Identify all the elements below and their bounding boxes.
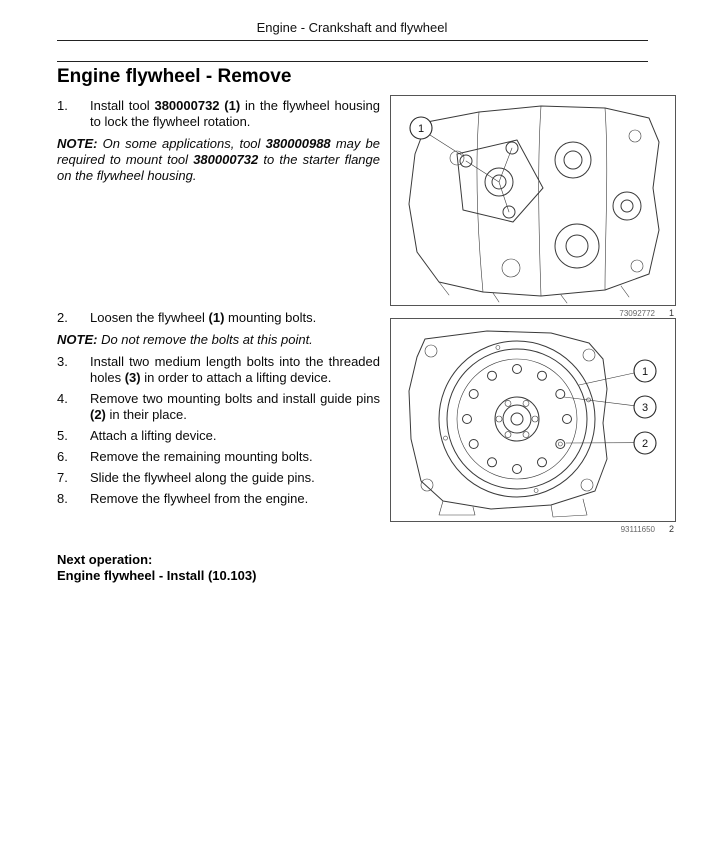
header-rule: [57, 40, 648, 41]
step-number: 7.: [57, 470, 68, 485]
step-text: Remove the flywheel from the engine.: [90, 491, 309, 506]
step-text: Remove the remaining mounting bolts.: [90, 449, 313, 464]
callout-3-icon: [564, 396, 656, 418]
step-text: Slide the flywheel along the guide pins.: [90, 470, 315, 485]
running-header: Engine - Crankshaft and flywheel: [256, 20, 448, 35]
callout-1-icon: [410, 117, 463, 156]
figure-1-code: 73092772: [619, 309, 655, 318]
procedure-step: [57, 310, 380, 326]
step-number: 6.: [57, 449, 68, 464]
procedure-section-2: [57, 310, 380, 512]
note-label: NOTE:: [57, 332, 98, 347]
next-operation-label: Next operation:: [57, 552, 153, 567]
figure-2-caption: [390, 522, 676, 534]
callout-2-label: 2: [641, 438, 649, 450]
callout-1-label: 1: [641, 366, 649, 378]
step-number: 1.: [57, 98, 68, 113]
callout-3-label: 3: [641, 402, 649, 414]
procedure-step: [57, 98, 380, 130]
procedure-step: [57, 354, 380, 386]
page-title: Engine flywheel - Remove: [57, 66, 292, 87]
note: NOTE: Do not remove the bolts at this point.: [57, 332, 313, 347]
step-text: Loosen the flywheel (1) mounting bolts.: [90, 310, 317, 325]
next-operation-text: Engine flywheel - Install (10.103): [57, 568, 257, 583]
next-operation: [57, 552, 256, 584]
procedure-step: [57, 470, 380, 486]
figure-1: [390, 95, 676, 318]
step-number: 8.: [57, 491, 68, 506]
procedure-step: [57, 428, 380, 444]
step-number: 3.: [57, 354, 68, 369]
step-number: 5.: [57, 428, 68, 443]
callout-1-icon: [579, 360, 656, 385]
title-rule: [57, 61, 648, 62]
figure-2: [390, 318, 676, 534]
figure-1-caption: [390, 306, 676, 318]
procedure-step: [57, 491, 380, 507]
figure-2-number: 2: [668, 524, 674, 534]
step-text: Install tool 380000732 (1) in the flywheel housing to lock the flywheel rotation.: [90, 98, 380, 129]
figure-1-frame: [390, 95, 676, 306]
step-text: Install two medium length bolts into the threaded holes (3) in order to attach a lifting device.: [90, 354, 380, 385]
step-number: 2.: [57, 310, 68, 325]
callout-1-label: 1: [417, 123, 425, 135]
flywheel-lock-tool: [457, 140, 543, 222]
step-text: Remove two mounting bolts and install guide pins (2) in their place.: [90, 391, 380, 422]
flywheel-housing-illustration: [391, 96, 675, 305]
note-label: NOTE:: [57, 136, 98, 151]
procedure-section-1: [57, 98, 380, 190]
note: NOTE: On some applications, tool 380000988 may be required to mount tool 380000732 to the starter flange on the flywheel housing.: [57, 136, 380, 183]
figure-2-code: 93111650: [620, 525, 655, 534]
step-number: 4.: [57, 391, 68, 406]
figure-2-frame: [390, 318, 676, 522]
step-text: Attach a lifting device.: [90, 428, 217, 443]
procedure-step: [57, 449, 380, 465]
figure-1-number: 1: [668, 308, 674, 318]
procedure-step: [57, 391, 380, 423]
flywheel-illustration: [391, 319, 675, 521]
